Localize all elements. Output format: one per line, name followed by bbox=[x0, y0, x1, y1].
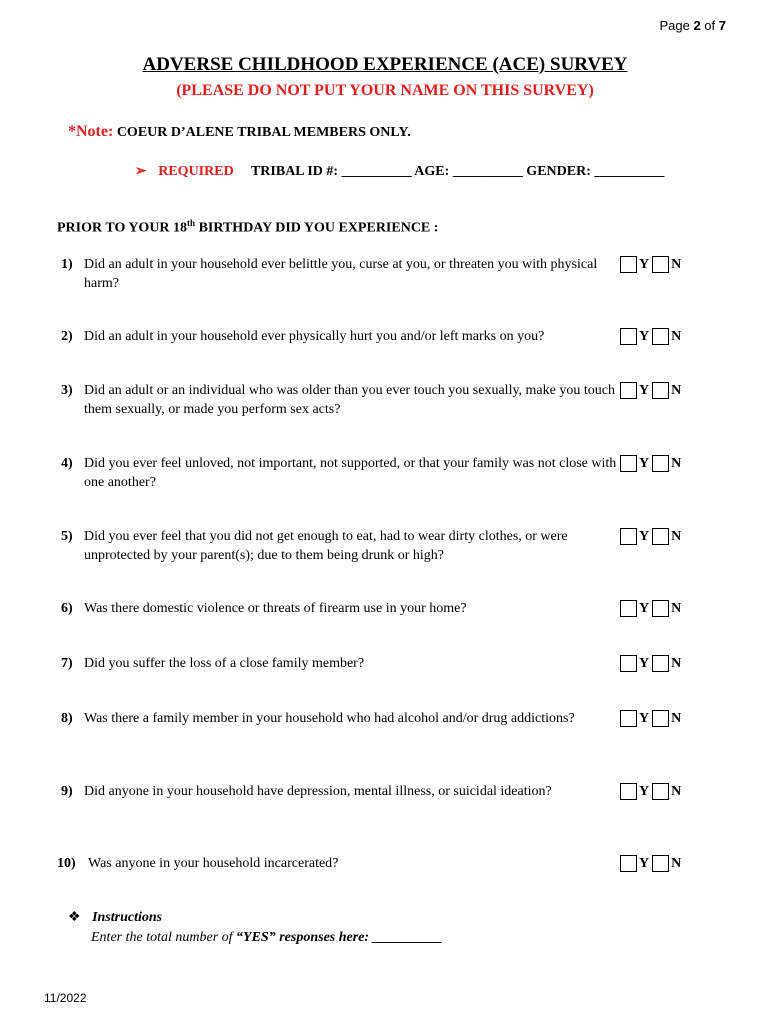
yes-checkbox[interactable] bbox=[620, 655, 637, 672]
yes-checkbox[interactable] bbox=[620, 710, 637, 727]
instructions-heading bbox=[68, 909, 162, 926]
question-3 bbox=[57, 381, 627, 419]
answer-9: Y N bbox=[620, 782, 684, 801]
answer-2: Y N bbox=[620, 327, 684, 346]
yes-checkbox[interactable] bbox=[620, 455, 637, 472]
question-text: Was anyone in your household incarcerated? bbox=[88, 856, 339, 871]
answer-7: Y N bbox=[620, 654, 684, 673]
yes-checkbox[interactable] bbox=[620, 855, 637, 872]
question-number: 4) bbox=[61, 456, 73, 471]
no-checkbox[interactable] bbox=[652, 528, 669, 545]
question-7 bbox=[57, 654, 627, 673]
no-checkbox[interactable] bbox=[652, 855, 669, 872]
no-checkbox[interactable] bbox=[652, 783, 669, 800]
answer-10: Y N bbox=[620, 854, 684, 873]
yes-checkbox[interactable] bbox=[620, 783, 637, 800]
answer-5: Y N bbox=[620, 527, 684, 546]
question-text: Did you ever feel that you did not get enough to eat, had to wear dirty clothes, or were unprotected by your parent(s); due to them being drunk or high? bbox=[84, 529, 568, 563]
question-number: 9) bbox=[61, 784, 73, 799]
question-4 bbox=[57, 454, 627, 492]
survey-subtitle: (PLEASE DO NOT PUT YOUR NAME ON THIS SURVEY) bbox=[176, 82, 594, 99]
question-2 bbox=[57, 327, 627, 346]
eligibility-note bbox=[68, 123, 411, 141]
question-text: Was there a family member in your household who had alcohol and/or drug addictions? bbox=[84, 711, 575, 726]
no-checkbox[interactable] bbox=[652, 600, 669, 617]
question-1 bbox=[57, 255, 627, 293]
note-text: COEUR D’ALENE TRIBAL MEMBERS ONLY. bbox=[116, 125, 411, 140]
question-6 bbox=[57, 599, 627, 618]
no-checkbox[interactable] bbox=[652, 710, 669, 727]
diamond-bullet-icon: ❖ bbox=[68, 910, 81, 925]
question-text: Did you suffer the loss of a close family member? bbox=[84, 656, 365, 671]
answer-1: Y N bbox=[620, 255, 684, 274]
question-number: 6) bbox=[61, 601, 73, 616]
page-number: Page 2 of 7 bbox=[659, 18, 726, 33]
yes-checkbox[interactable] bbox=[620, 528, 637, 545]
question-number: 10) bbox=[57, 856, 76, 871]
question-number: 1) bbox=[61, 257, 73, 272]
yes-checkbox[interactable] bbox=[620, 600, 637, 617]
question-text: Did an adult in your household ever belittle you, curse at you, or threaten you with physical harm? bbox=[84, 257, 598, 291]
question-text: Did an adult or an individual who was older than you ever touch you sexually, make you touch them sexually, or made you perform sex acts? bbox=[84, 383, 615, 417]
survey-title: ADVERSE CHILDHOOD EXPERIENCE (ACE) SURVEY bbox=[142, 54, 628, 75]
section-heading: PRIOR TO YOUR 18th BIRTHDAY DID YOU EXPERIENCE : bbox=[57, 218, 439, 236]
no-checkbox[interactable] bbox=[652, 455, 669, 472]
answer-4: Y N bbox=[620, 454, 684, 473]
no-checkbox[interactable] bbox=[652, 256, 669, 273]
question-number: 5) bbox=[61, 529, 73, 544]
answer-6: Y N bbox=[620, 599, 684, 618]
arrow-bullet-icon: ➢ bbox=[135, 164, 147, 179]
footer-date: 11/2022 bbox=[44, 991, 87, 1005]
no-checkbox[interactable] bbox=[652, 382, 669, 399]
question-number: 8) bbox=[61, 711, 73, 726]
question-text: Was there domestic violence or threats of firearm use in your home? bbox=[84, 601, 467, 616]
note-label: *Note: bbox=[68, 123, 114, 140]
question-number: 7) bbox=[61, 656, 73, 671]
question-5 bbox=[57, 527, 627, 565]
yes-checkbox[interactable] bbox=[620, 382, 637, 399]
question-10 bbox=[57, 854, 627, 873]
answer-3: Y N bbox=[620, 381, 684, 400]
question-text: Did anyone in your household have depression, mental illness, or suicidal ideation? bbox=[84, 784, 552, 799]
required-label: REQUIRED bbox=[158, 164, 234, 179]
question-9 bbox=[57, 782, 632, 801]
no-checkbox[interactable] bbox=[652, 328, 669, 345]
no-checkbox[interactable] bbox=[652, 655, 669, 672]
yes-count-field[interactable]: Enter the total number of “YES” responses here: __________ bbox=[91, 930, 443, 945]
question-8 bbox=[57, 709, 627, 728]
question-number: 2) bbox=[61, 329, 73, 344]
answer-8: Y N bbox=[620, 709, 684, 728]
question-number: 3) bbox=[61, 383, 73, 398]
question-text: Did you ever feel unloved, not important, not supported, or that your family was not close with one another? bbox=[84, 456, 617, 490]
instructions-label: Instructions bbox=[92, 910, 163, 925]
question-text: Did an adult in your household ever physically hurt you and/or left marks on you? bbox=[84, 329, 545, 344]
yes-checkbox[interactable] bbox=[620, 256, 637, 273]
yes-checkbox[interactable] bbox=[620, 328, 637, 345]
required-fields-text[interactable]: TRIBAL ID #: __________ AGE: __________ GENDER: __________ bbox=[250, 164, 665, 179]
required-fields bbox=[135, 163, 664, 180]
